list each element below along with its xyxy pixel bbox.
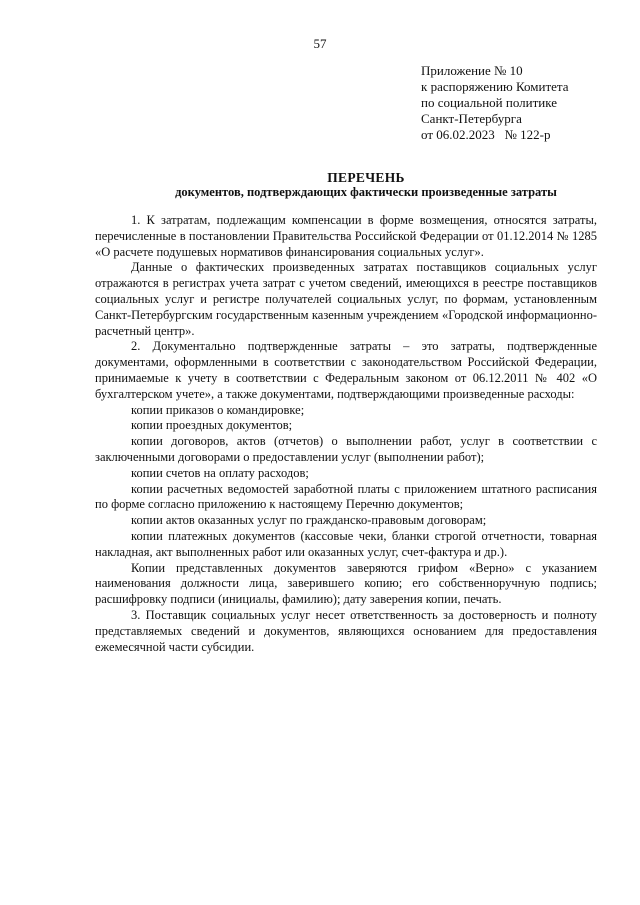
list-item: копии приказов о командировке; xyxy=(131,402,305,417)
paragraph: 2. Документально подтвержденные затраты – это затраты, подтвержденные документами, оформленными в соответствии с законодательством Российской Федерации, принимаемые к учету в соответствии с Федеральным законом от 06.12.2011 № 402 «О бухгалтерском учете», а также документами, подтверждающими произведенные расходы: xyxy=(95,339,597,401)
document-body xyxy=(95,213,597,655)
list-item: копии счетов на оплату расходов; xyxy=(131,465,309,480)
page-number: 57 xyxy=(313,36,327,51)
appendix-line: к распоряжению Комитета xyxy=(421,79,569,94)
paragraph: 3. Поставщик социальных услуг несет ответственность за достоверность и полноту представляемых сведений и документов, являющихся основанием для предоставления ежемесячной части субсидии. xyxy=(95,607,597,654)
list-item: копии актов оказанных услуг по гражданско-правовым договорам; xyxy=(131,513,487,528)
document-subtitle: документов, подтверждающих фактически произведенные затраты xyxy=(175,185,557,199)
paragraph: Копии представленных документов заверяются грифом «Верно» с указанием наименования должности лица, заверившего копию; его собственноручную подпись; расшифровку подписи (инициалы, фамилию); дату заверения копии, печать. xyxy=(95,560,597,607)
appendix-line: по социальной политике xyxy=(421,95,557,110)
paragraph: Данные о фактических произведенных затратах поставщиков социальных услуг отражаются в регистрах учета затрат с учетом сведений, имеющихся в реестре поставщиков социальных услуг и регистре получателей социальных услуг, по формам, установленным Санкт-Петербургским государственным казенным учреждением «Городской информационно-расчетный центр». xyxy=(95,260,597,338)
paragraph: 1. К затратам, подлежащим компенсации в форме возмещения, относятся затраты, перечисленные в постановлении Правительства Российской Федерации от 01.12.2014 № 1285 «О расчете подушевых нормативов финансирования социальных услуг». xyxy=(95,213,597,259)
document-title: ПЕРЕЧЕНЬ xyxy=(327,170,405,185)
list-item: копии платежных документов (кассовые чеки, бланки строгой отчетности, товарная накладная, акт выполненных работ или оказанных услуг, счет-фактура и др.). xyxy=(95,528,597,559)
appendix-line: Санкт-Петербурга xyxy=(421,111,522,126)
appendix-line: от 06.02.2023 № 122-р xyxy=(421,127,551,142)
list-item: копии договоров, актов (отчетов) о выполнении работ, услуг в соответствии с заключенными договорами о предоставлении услуг (выполнении работ); xyxy=(95,434,597,464)
appendix-header xyxy=(421,63,621,143)
list-item: копии расчетных ведомостей заработной платы с приложением штатного расписания по форме согласно приложению к настоящему Перечню документов; xyxy=(95,481,597,512)
appendix-line: Приложение № 10 xyxy=(421,63,523,78)
list-item: копии проездных документов; xyxy=(131,418,293,433)
